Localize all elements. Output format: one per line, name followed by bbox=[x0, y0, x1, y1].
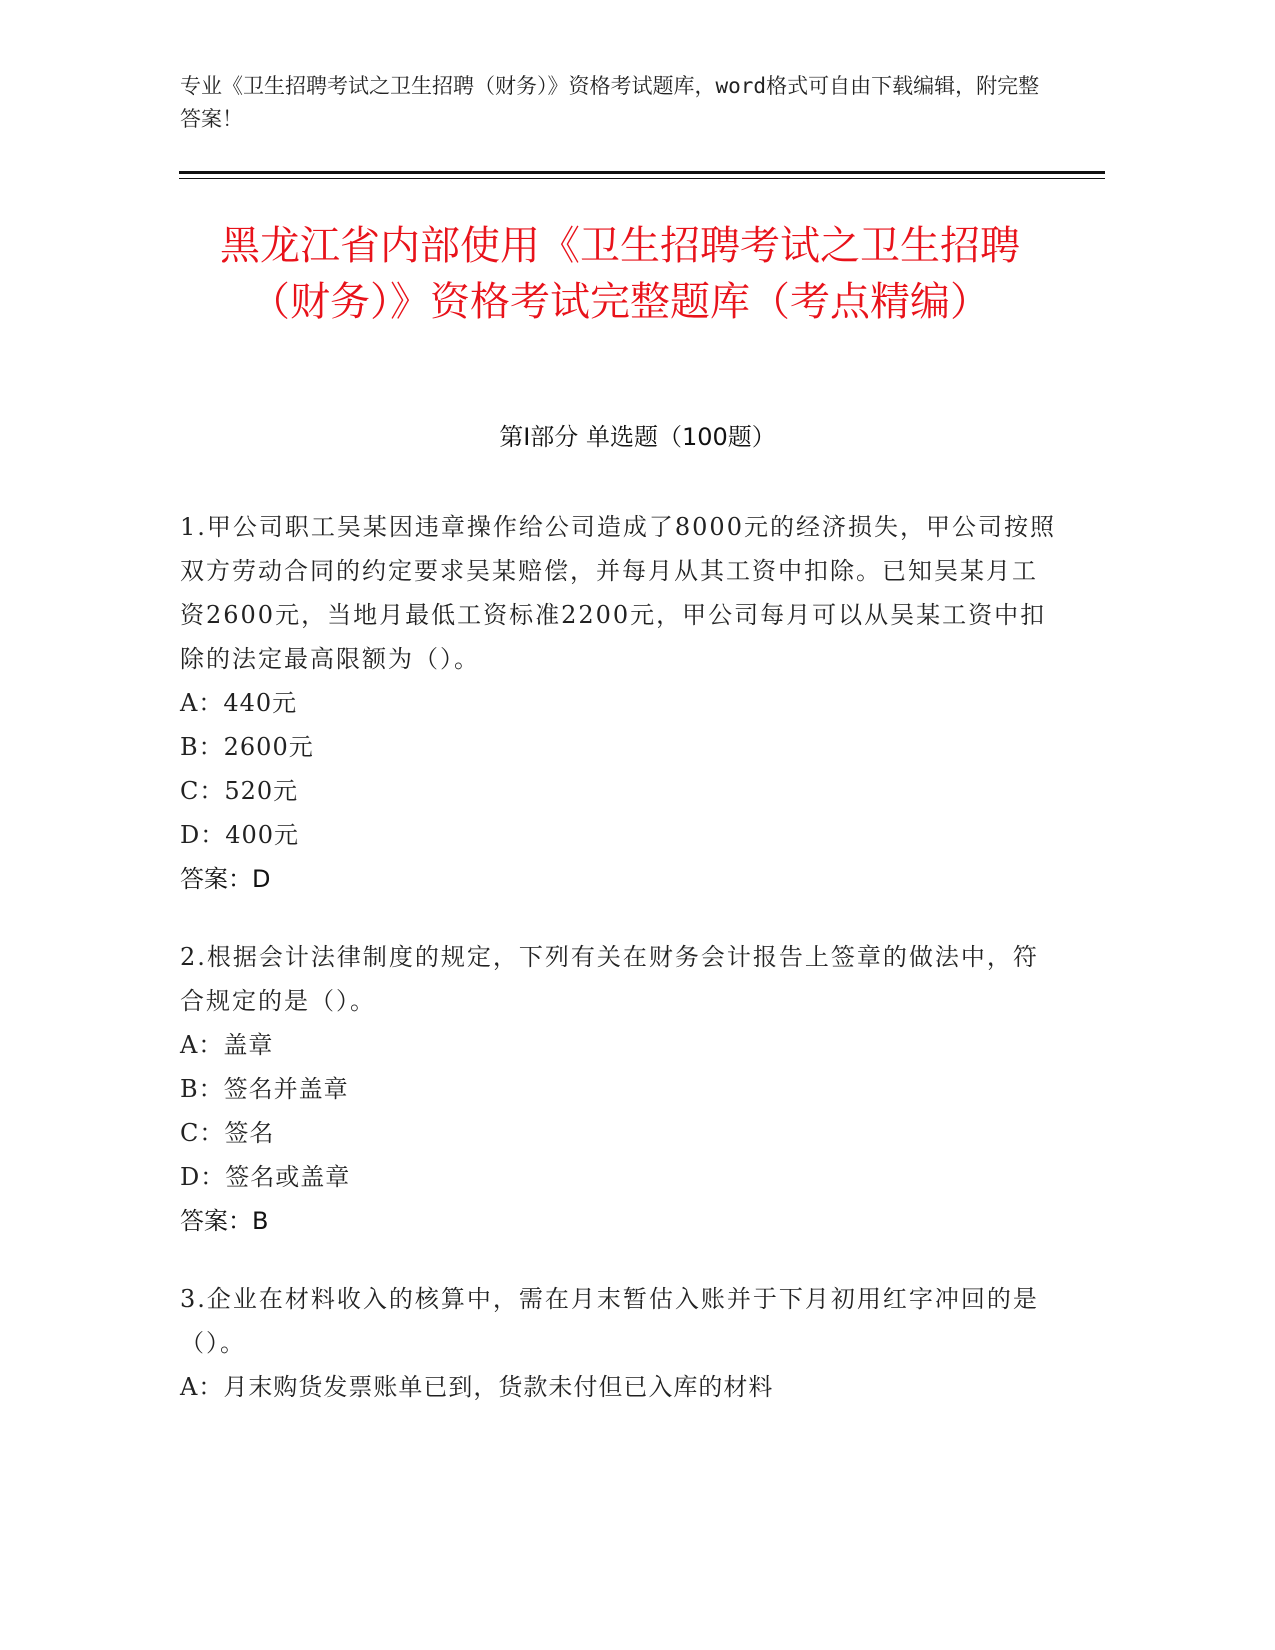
option-c: C：520元 bbox=[180, 777, 299, 805]
question-stem: 1.甲公司职工吴某因违章操作给公司造成了8000元的经济损失，甲公司按照双方劳动合同的约定要求吴某赔偿，并每月从其工资中扣除。已知吴某月工资2600元，当地月最低工资标准2200元，甲公司每月可以从吴某工资中扣除的法定最高限额为（）。 bbox=[180, 513, 1056, 673]
option-a: A：月末购货发票账单已到，货款未付但已入库的材料 bbox=[180, 1373, 774, 1401]
option-c: C：签名 bbox=[180, 1119, 275, 1147]
question-2 bbox=[180, 935, 1060, 1243]
option-b: B：2600元 bbox=[180, 733, 314, 761]
header-divider-thin bbox=[179, 178, 1105, 179]
option-a: A：盖章 bbox=[180, 1031, 274, 1059]
answer-label: 答案：B bbox=[180, 1207, 269, 1235]
answer-label: 答案：D bbox=[180, 865, 271, 893]
header-divider-thick bbox=[179, 171, 1105, 174]
question-list bbox=[180, 505, 1060, 1443]
header-note: 专业《卫生招聘考试之卫生招聘（财务）》资格考试题库，word格式可自由下载编辑，附完整答案！ bbox=[180, 74, 1040, 131]
option-d: D：400元 bbox=[180, 821, 300, 849]
question-stem: 3.企业在材料收入的核算中，需在月末暂估入账并于下月初用红字冲回的是（）。 bbox=[180, 1285, 1039, 1357]
section-title: 第Ⅰ部分 单选题（100题） bbox=[499, 423, 776, 451]
question-3 bbox=[180, 1277, 1060, 1409]
question-1 bbox=[180, 505, 1060, 901]
option-d: D：签名或盖章 bbox=[180, 1163, 351, 1191]
question-stem: 2.根据会计法律制度的规定，下列有关在财务会计报告上签章的做法中，符合规定的是（）。 bbox=[180, 943, 1039, 1015]
option-a: A：440元 bbox=[180, 689, 298, 717]
option-b: B：签名并盖章 bbox=[180, 1075, 349, 1103]
document-title: 黑龙江省内部使用《卫生招聘考试之卫生招聘（财务）》资格考试完整题库（考点精编） bbox=[220, 223, 1020, 325]
